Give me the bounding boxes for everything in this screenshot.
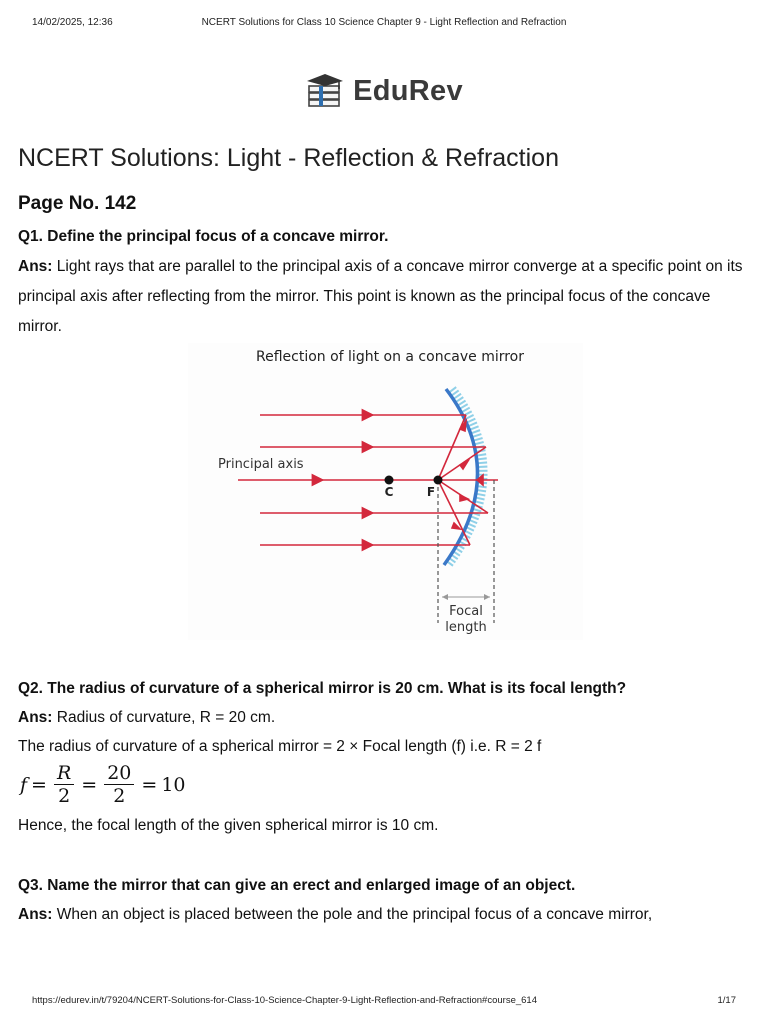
- answer-label: Ans:: [18, 906, 53, 923]
- focal-label-line2: length: [445, 620, 487, 635]
- answer-2-conclusion: Hence, the focal length of the given spherical mirror is 10 cm.: [18, 817, 439, 834]
- question-3: Q3. Name the mirror that can give an erect and enlarged image of an object.: [18, 877, 576, 894]
- answer-label: Ans:: [18, 709, 53, 726]
- answer-3: [18, 900, 748, 930]
- page-title: NCERT Solutions: Light - Reflection & Refraction: [18, 144, 559, 172]
- answer-2-line2: The radius of curvature of a spherical mirror = 2 × Focal length (f) i.e. R = 2 f: [18, 738, 542, 755]
- center-of-curvature-point: [385, 476, 394, 485]
- figure-title: Reflection of light on a concave mirror: [255, 349, 525, 365]
- answer-2: [18, 703, 748, 733]
- answer-3-text: When an object is placed between the pole and the principal focus of a concave mirror,: [52, 906, 653, 923]
- formula-result: 10: [161, 773, 186, 796]
- f-label: F: [426, 485, 436, 499]
- footer-page-number: 1/17: [717, 995, 736, 1006]
- fraction-denominator: 2: [58, 785, 71, 807]
- logo-text: EduRev: [353, 74, 463, 107]
- header-title: NCERT Solutions for Class 10 Science Chapter 9 - Light Reflection and Refraction: [201, 17, 567, 28]
- concave-mirror-diagram: [188, 343, 583, 640]
- formula-lhs: f: [20, 773, 28, 796]
- answer-2-text: Radius of curvature, R = 20 cm.: [52, 709, 276, 726]
- answer-1-text: Light rays that are parallel to the principal axis of a concave mirror converge at a specific point on its principal axis after reflecting from the mirror. This point is known as the principal focus of the concave mirror.: [18, 258, 743, 335]
- concave-mirror-figure: [188, 343, 583, 640]
- focal-label-line1: Focal: [449, 604, 483, 619]
- formula-eq: =: [81, 773, 98, 796]
- formula-eq: =: [31, 773, 47, 796]
- principal-axis-label: Principal axis: [218, 457, 304, 472]
- fraction-numerator: 20: [104, 762, 134, 785]
- answer-1: [18, 252, 748, 342]
- focus-point: [434, 476, 443, 485]
- footer-url[interactable]: https://edurev.in/t/79204/NCERT-Solutions-for-Class-10-Science-Chapter-9-Light-Reflection-and-Refraction#course_614: [32, 995, 537, 1006]
- formula-eq: =: [141, 773, 158, 796]
- edurev-logo[interactable]: [0, 72, 768, 110]
- c-label: C: [384, 485, 394, 499]
- graduation-cap-books-icon: [305, 72, 345, 110]
- answer-label: Ans:: [18, 258, 53, 275]
- fraction-numerator: R: [54, 762, 74, 785]
- header-date: 14/02/2025, 12:36: [32, 17, 113, 28]
- question-1: Q1. Define the principal focus of a concave mirror.: [18, 228, 389, 245]
- fraction-denominator: 2: [113, 785, 126, 807]
- question-2: Q2. The radius of curvature of a spherical mirror is 20 cm. What is its focal length?: [18, 680, 627, 697]
- incident-rays: [238, 415, 498, 545]
- page-number-heading: Page No. 142: [18, 193, 137, 214]
- fraction-r-over-2: [54, 762, 74, 807]
- fraction-20-over-2: [104, 762, 134, 807]
- focal-length-formula: [20, 762, 186, 807]
